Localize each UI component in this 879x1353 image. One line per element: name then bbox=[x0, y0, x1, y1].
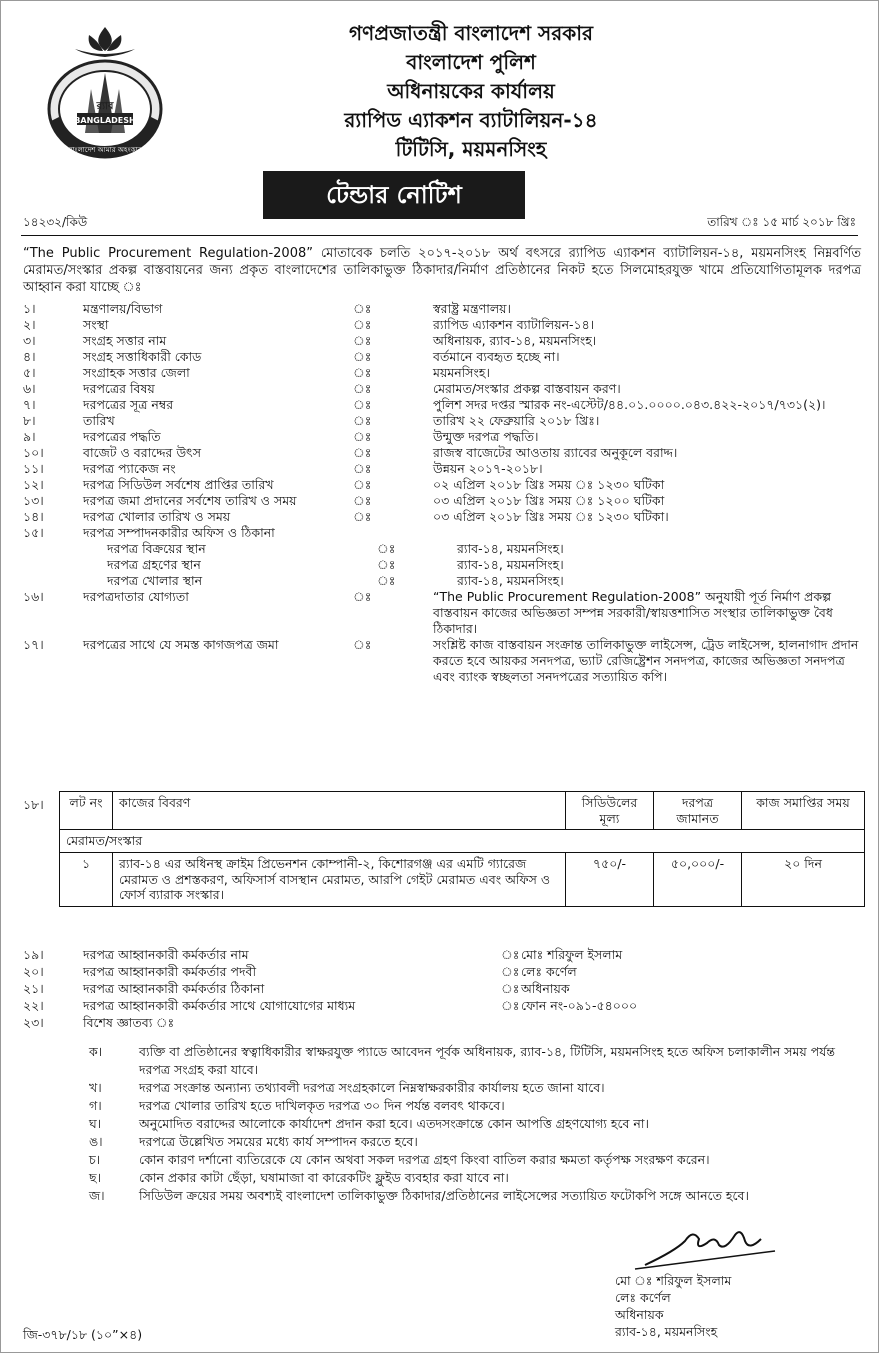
item-label: সংগ্রাহক সত্তার জেলা bbox=[83, 365, 190, 380]
item-label: বাজেট ও বরাদ্দের উৎস bbox=[83, 445, 201, 460]
item-colon: ঃ bbox=[353, 429, 372, 444]
col-duration: কাজ সমাপ্তির সময় bbox=[742, 792, 865, 830]
intro-paragraph: “The Public Procurement Regulation-2008” মোতাবেক চলতি ২০১৭-২০১৮ অর্থ বৎসরে র‌্যাপিড এ্যাকশন ব্যাটালিয়ন-১৪, ময়মনসিংহ নিম্নবর্ণিত মেরামত/সংস্কার প্রকল্প বাস্তবায়নের জন্য প্রকৃত বাংলাদেশের তালিকাভুক্ত ঠিকাদার/নির্মাণ প্রতিষ্ঠানের নিকট হতে সিলমোহরযুক্ত খামে প্রতিযোগিতামূলক দরপত্র আহ্বান করা যাচ্ছে ঃ bbox=[23, 246, 861, 295]
item-label: দরপত্র বিক্রয়ের স্থান bbox=[107, 541, 206, 556]
signature bbox=[615, 1221, 815, 1273]
contact-label: দরপত্র আহ্বানকারী কর্মকর্তার সাথে যোগাযোগের মাধ্যম bbox=[83, 998, 356, 1013]
contact-number: ২৩। bbox=[23, 1015, 44, 1030]
list-item bbox=[23, 333, 861, 349]
item-label: দরপত্রের পদ্ধতি bbox=[83, 429, 161, 444]
note-letter: ঙ। bbox=[89, 1134, 103, 1149]
signatory-name: মো ঃ শরিফুল ইসলাম bbox=[615, 1273, 732, 1288]
header-line-3: অধিনায়কের কার্যালয় bbox=[387, 79, 555, 103]
item-value: উন্নয়ন ২০১৭-২০১৮। bbox=[433, 461, 543, 476]
list-item bbox=[23, 461, 861, 477]
rab-emblem bbox=[25, 21, 185, 161]
item-label: তারিখ bbox=[83, 413, 115, 428]
item-number: ১৬। bbox=[23, 589, 44, 604]
list-item bbox=[23, 997, 861, 1014]
item-number: ১৪। bbox=[23, 509, 44, 524]
item-number: ৭। bbox=[23, 397, 36, 412]
note-text: অনুমোদিত বরাদ্দের আলোকে কার্যাদেশ প্রদান করা হবে। এতদসংক্রান্তে কোন আপত্তি গ্রহণযোগ্য হবে না। bbox=[139, 1116, 649, 1131]
note-letter: চ। bbox=[89, 1152, 101, 1167]
signature-icon bbox=[615, 1221, 815, 1273]
note-text: দরপত্রে উল্লেখিত সময়ের মধ্যে কার্য সম্পাদন করতে হবে। bbox=[139, 1134, 418, 1149]
item-number bbox=[23, 557, 83, 573]
item-value: র‌্যাব-১৪, ময়মনসিংহ। bbox=[457, 557, 564, 572]
list-item bbox=[23, 413, 861, 429]
list-item bbox=[23, 637, 861, 685]
item-number: ১। bbox=[23, 301, 36, 316]
list-item bbox=[89, 1043, 859, 1079]
list-item bbox=[89, 1115, 859, 1133]
item-value: মেরামত/সংস্কার প্রকল্প বাস্তবায়ন করণ। bbox=[433, 381, 621, 396]
list-item bbox=[23, 381, 861, 397]
note-letter: খ। bbox=[89, 1080, 102, 1095]
list-item bbox=[23, 589, 861, 637]
item-value: ০৩ এপ্রিল ২০১৮ খ্রিঃ সময় ঃ ১২৩০ ঘটিকা। bbox=[433, 509, 669, 524]
contact-label: বিশেষ জ্ঞাতব্য ঃ bbox=[83, 1015, 175, 1030]
list-item bbox=[23, 317, 861, 333]
item-number: ৮। bbox=[23, 413, 36, 428]
list-item bbox=[23, 946, 861, 963]
item-label: মন্ত্রণালয়/বিভাগ bbox=[83, 301, 163, 316]
item-label: দরপত্র জমা প্রদানের সর্বশেষ তারিখ ও সময় bbox=[83, 493, 297, 508]
signatory-title: অধিনায়ক bbox=[615, 1307, 664, 1322]
item-value: উন্মুক্ত দরপত্র পদ্ধতি। bbox=[433, 429, 539, 444]
list-item bbox=[23, 980, 861, 997]
item-colon: ঃ bbox=[353, 349, 372, 364]
item-label: সংগ্রহ সত্তাধিকারী কোড bbox=[83, 349, 202, 364]
item-label: সংগ্রহ সত্তার নাম bbox=[83, 333, 167, 348]
item-number: ৬। bbox=[23, 381, 36, 396]
item-number: ৯। bbox=[23, 429, 36, 444]
lot-duration: ২০ দিন bbox=[742, 852, 865, 906]
item-value: র‌্যাব-১৪, ময়মনসিংহ। bbox=[457, 541, 564, 556]
item-number: ১১। bbox=[23, 461, 44, 476]
lot-table-header bbox=[60, 792, 865, 830]
item-label: দরপত্র খোলার স্থান bbox=[107, 573, 203, 588]
list-item bbox=[23, 1014, 861, 1031]
item-colon: ঃ bbox=[353, 493, 372, 508]
col-lot: লট নং bbox=[60, 792, 113, 830]
lot-category: মেরামত/সংস্কার bbox=[60, 830, 865, 853]
tender-notice-banner: টেন্ডার নোটিশ bbox=[263, 171, 525, 219]
list-item bbox=[89, 1133, 859, 1151]
note-text: সিডিউল ক্রয়ের সময় অবশ্যই বাংলাদেশ তালিকাভুক্ত ঠিকাদার/প্রতিষ্ঠানের লাইসেন্সের সত্যায়িত ফটোকপি সঙ্গে আনতে হবে। bbox=[139, 1188, 749, 1203]
signatory-block bbox=[615, 1272, 731, 1340]
header-line-2: বাংলাদেশ পুলিশ bbox=[406, 50, 536, 74]
note-letter: গ। bbox=[89, 1098, 102, 1113]
item-number: ১৫। bbox=[23, 525, 44, 540]
item-colon: ঃ bbox=[377, 557, 396, 572]
rab-emblem-icon bbox=[25, 21, 185, 161]
list-item bbox=[23, 525, 861, 541]
list-item bbox=[89, 1151, 859, 1169]
item-colon: ঃ bbox=[377, 541, 396, 556]
item-value: অধিনায়ক, র‌্যাব-১৪, ময়মনসিংহ। bbox=[433, 333, 597, 348]
list-item bbox=[23, 445, 861, 461]
logo-banner-text: BANGLADESH bbox=[74, 116, 136, 125]
item-value: সংশ্লিষ্ট কাজ বাস্তবায়ন সংক্রান্ত তালিকাভুক্ত লাইসেন্স, ট্রেড লাইসেন্স, হালনাগাদ প্রদান করতে হবে আয়কর সনদপত্র, ভ্যাট রেজিষ্ট্রেশন সনদপত্র, কাজের অভিজ্ঞতা সনদপত্র এবং ব্যাংক স্বচ্ছলতা সনদপত্রের সত্যায়িত কপি। bbox=[433, 637, 859, 684]
special-notes-list bbox=[89, 1043, 859, 1205]
header-line-1: গণপ্রজাতন্ত্রী বাংলাদেশ সরকার bbox=[349, 21, 593, 45]
list-item bbox=[23, 557, 861, 573]
contact-value: লেঃ কর্ণেল bbox=[521, 964, 577, 979]
item-colon: ঃ bbox=[353, 445, 372, 460]
lot-category-row bbox=[60, 830, 865, 853]
item-colon: ঃ bbox=[353, 589, 372, 604]
lot-table bbox=[59, 791, 865, 907]
item-value: স্বরাষ্ট্র মন্ত্রণালয়। bbox=[433, 301, 511, 316]
item-label: দরপত্র গ্রহণের স্থান bbox=[107, 557, 201, 572]
list-item bbox=[23, 429, 861, 445]
note-letter: জ। bbox=[89, 1188, 105, 1203]
list-item bbox=[23, 477, 861, 493]
list-item bbox=[23, 301, 861, 317]
contact-value: ফোন নং-০৯১-৫৪০০০ bbox=[521, 998, 638, 1013]
contact-colon: ঃ bbox=[501, 964, 520, 979]
item-number: ৪। bbox=[23, 349, 36, 364]
header-line-5: টিটিসি, ময়মনসিংহ bbox=[395, 137, 547, 161]
item-number: ৫। bbox=[23, 365, 36, 380]
note-text: ব্যক্তি বা প্রতিষ্ঠানের স্বত্বাধিকারীর স্বাক্ষরযুক্ত প্যাডে আবেদন পূর্বক অধিনায়ক, র‌্যাব-১৪, টিটিসি, ময়মনসিংহ হতে অফিস চলাকালীন সময় পর্যন্ত দরপত্র সংগ্রহ করা যাবে। bbox=[139, 1044, 836, 1077]
contact-colon: ঃ bbox=[501, 998, 520, 1013]
note-text: দরপত্র খোলার তারিখ হতে দাখিলকৃত দরপত্র ৩০ দিন পর্যন্ত বলবৎ থাকবে। bbox=[139, 1098, 505, 1113]
list-item bbox=[23, 509, 861, 525]
lot-security: ৫০,০০০/- bbox=[654, 852, 742, 906]
item-number: ৩। bbox=[23, 333, 36, 348]
item-number bbox=[23, 541, 83, 557]
tender-details-list bbox=[23, 301, 861, 685]
item-colon: ঃ bbox=[353, 637, 372, 652]
contact-value: অধিনায়ক bbox=[521, 981, 570, 996]
item-number: ১০। bbox=[23, 445, 44, 460]
item-number bbox=[23, 573, 83, 589]
contact-number: ২০। bbox=[23, 964, 44, 979]
item-colon: ঃ bbox=[377, 573, 396, 588]
reference-number: ১৪২৩২/কিউ bbox=[23, 215, 88, 229]
contact-label: দরপত্র আহ্বানকারী কর্মকর্তার পদবী bbox=[83, 964, 257, 979]
item-value: ০৩ এপ্রিল ২০১৮ খ্রিঃ সময় ঃ ১২০০ ঘটিকা bbox=[433, 493, 665, 508]
item-colon: ঃ bbox=[353, 413, 372, 428]
item-label: দরপত্র খোলার তারিখ ও সময় bbox=[83, 509, 231, 524]
item-value: রাজস্ব বাজেটের আওতায় র‌্যাবের অনুকূলে বরাদ্দ। bbox=[433, 445, 678, 460]
item-colon: ঃ bbox=[353, 317, 372, 332]
list-item bbox=[89, 1187, 859, 1205]
lot-item-number: ১৮। bbox=[23, 797, 44, 812]
note-text: কোন প্রকার কাটা ছেঁড়া, ঘষামাজা বা কারেকটিং ফ্লুইড ব্যবহার করা যাবে না। bbox=[139, 1170, 509, 1185]
lot-number: ১ bbox=[60, 852, 113, 906]
item-colon: ঃ bbox=[353, 397, 372, 412]
item-number: ২। bbox=[23, 317, 36, 332]
item-number: ১৩। bbox=[23, 493, 44, 508]
item-label: দরপত্রের সাথে যে সমস্ত কাগজপত্র জমা bbox=[83, 637, 279, 652]
list-item bbox=[23, 397, 861, 413]
note-letter: ঘ। bbox=[89, 1116, 102, 1131]
item-value: ০২ এপ্রিল ২০১৮ খ্রিঃ সময় ঃ ১২৩০ ঘটিকা bbox=[433, 477, 665, 492]
item-value: পুলিশ সদর দপ্তর স্মারক নং-এস্টেট/৪৪.০১.০০০০.০৪৩.৪২২-২০১৭/৭৩১(২)। bbox=[433, 397, 826, 412]
office-header bbox=[221, 19, 721, 164]
contact-number: ২১। bbox=[23, 981, 44, 996]
header-divider bbox=[21, 235, 858, 236]
item-label: দরপত্র প্যাকেজ নং bbox=[83, 461, 176, 476]
contact-colon: ঃ bbox=[501, 981, 520, 996]
list-item bbox=[89, 1079, 859, 1097]
contact-value: মোঃ শরিফুল ইসলাম bbox=[521, 947, 623, 962]
col-security: দরপত্র জামানত bbox=[654, 792, 742, 830]
item-value: ময়মনসিংহ। bbox=[433, 365, 490, 380]
contact-label: দরপত্র আহ্বানকারী কর্মকর্তার নাম bbox=[83, 947, 249, 962]
item-colon: ঃ bbox=[353, 301, 372, 316]
footer-code: জি-৩৭৮/১৮ (১০”×৪) bbox=[23, 1327, 143, 1342]
item-colon: ঃ bbox=[353, 333, 372, 348]
list-item bbox=[23, 573, 861, 589]
item-value: “The Public Procurement Regulation-2008” অনুযায়ী পূর্ত নির্মাণ প্রকল্প বাস্তবায়ন কাজের অভিজ্ঞতা সম্পন্ন সরকারী/স্বায়ত্তশাসিত সংস্থার তালিকাভুক্ত বৈধ ঠিকাদার। bbox=[433, 589, 833, 636]
signatory-unit: র‌্যাব-১৪, ময়মনসিংহ bbox=[615, 1324, 718, 1339]
list-item bbox=[23, 541, 861, 557]
item-value: র‌্যাব-১৪, ময়মনসিংহ। bbox=[457, 573, 564, 588]
note-letter: ছ। bbox=[89, 1170, 102, 1185]
item-label: দরপত্রের সূত্র নম্বর bbox=[83, 397, 174, 412]
item-colon: ঃ bbox=[353, 381, 372, 396]
logo-motto-text: বাংলাদেশ আমার অহংকার bbox=[68, 146, 142, 154]
item-value: বর্তমানে ব্যবহৃত হচ্ছে না। bbox=[433, 349, 560, 364]
list-item bbox=[23, 493, 861, 509]
header-line-4: র‌্যাপিড এ্যাকশন ব্যাটালিয়ন-১৪ bbox=[344, 108, 598, 132]
item-colon: ঃ bbox=[353, 509, 372, 524]
signatory-rank: লেঃ কর্ণেল bbox=[615, 1290, 671, 1305]
note-text: কোন কারণ দর্শানো ব্যতিরেকে যে কোন অথবা সকল দরপত্র গ্রহণ কিংবা বাতিল করার ক্ষমতা কর্তৃপক্ষ সংরক্ষণ করেন। bbox=[139, 1152, 710, 1167]
notice-date: তারিখ ঃ ১৫ মার্চ ২০১৮ খ্রিঃ bbox=[707, 215, 856, 229]
col-description: কাজের বিবরণ bbox=[113, 792, 566, 830]
item-number: ১৭। bbox=[23, 637, 44, 652]
item-value: তারিখ ২২ ফেব্রুয়ারি ২০১৮ খ্রিঃ। bbox=[433, 413, 600, 428]
list-item bbox=[23, 365, 861, 381]
list-item bbox=[23, 963, 861, 980]
contact-number: ২২। bbox=[23, 998, 44, 1013]
item-colon: ঃ bbox=[353, 365, 372, 380]
item-label: দরপত্র সম্পাদনকারীর অফিস ও ঠিকানা bbox=[83, 525, 275, 540]
item-colon: ঃ bbox=[353, 477, 372, 492]
item-label: সংস্থা bbox=[83, 317, 109, 332]
item-label: দরপত্র সিডিউল সর্বশেষ প্রাপ্তির তারিখ bbox=[83, 477, 274, 492]
list-item bbox=[23, 349, 861, 365]
item-value: র‌্যাপিড এ্যাকশন ব্যাটালিয়ন-১৪। bbox=[433, 317, 595, 332]
contact-label: দরপত্র আহ্বানকারী কর্মকর্তার ঠিকানা bbox=[83, 981, 265, 996]
item-label: দরপত্রদাতার যোগ্যতা bbox=[83, 589, 189, 604]
table-row bbox=[60, 852, 865, 906]
lot-schedule-price: ৭৫০/- bbox=[566, 852, 654, 906]
logo-top-text: র‌্যাব bbox=[96, 101, 114, 112]
item-number: ১২। bbox=[23, 477, 44, 492]
list-item bbox=[89, 1169, 859, 1187]
contact-colon: ঃ bbox=[501, 947, 520, 962]
item-colon: ঃ bbox=[353, 461, 372, 476]
note-letter: ক। bbox=[89, 1044, 103, 1059]
lot-description: র‌্যাব-১৪ এর অধিনস্থ ক্রাইম প্রিভেনশন কোম্পানী-২, কিশোরগঞ্জ এর এমটি গ্যারেজ মেরামত ও প্রশস্তকরণ, অফিসার্স বাসস্থান মেরামত, আরপি গেইট মেরামত এবং অফিস ও ফোর্স ব্যারাক সংস্কার। bbox=[113, 852, 566, 906]
contact-list bbox=[23, 946, 861, 1031]
note-text: দরপত্র সংক্রান্ত অন্যান্য তথ্যাবলী দরপত্র সংগ্রহকালে নিম্নস্বাক্ষরকারীর কার্যালয় হতে জানা যাবে। bbox=[139, 1080, 605, 1095]
item-value bbox=[433, 525, 861, 541]
col-schedule-price: সিডিউলের মূল্য bbox=[566, 792, 654, 830]
list-item bbox=[89, 1097, 859, 1115]
contact-colon bbox=[501, 1014, 521, 1031]
item-label: দরপত্রের বিষয় bbox=[83, 381, 155, 396]
contact-number: ১৯। bbox=[23, 947, 44, 962]
item-colon bbox=[343, 525, 433, 541]
